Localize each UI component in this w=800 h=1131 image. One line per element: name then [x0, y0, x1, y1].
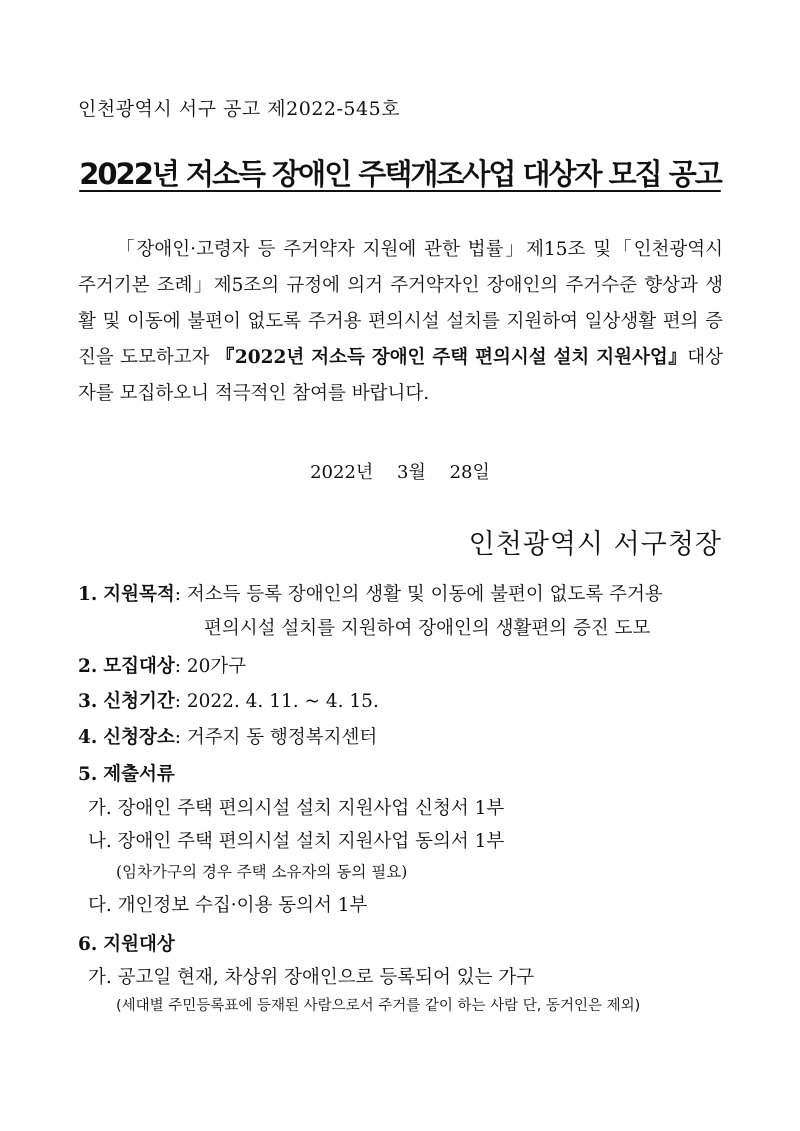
- document-sub-b: 나. 장애인 주택 편의시설 설치 지원사업 동의서 1부: [88, 831, 505, 852]
- item-label: 제출서류: [103, 764, 175, 785]
- notice-date: 2022년 3월 28일: [310, 462, 490, 483]
- eligibility-sub-a-note: (세대별 주민등록표에 등재된 사람으로서 주거를 같이 하는 사람 단, 동거인은 제외): [116, 998, 641, 1014]
- document-title: 2022년 저소득 장애인 주택개조사업 대상자 모집 공고: [79, 157, 721, 191]
- notice-number: 인천광역시 서구 공고 제2022-545호: [78, 98, 401, 120]
- eligibility-sub-a: 가. 공고일 현재, 차상위 장애인으로 등록되어 있는 가구: [88, 967, 535, 988]
- item-label: 신청장소: [103, 727, 175, 748]
- document-sub-a: 가. 장애인 주택 편의시설 설치 지원사업 신청서 1부: [88, 798, 505, 819]
- item-number: 6.: [78, 934, 98, 955]
- item-purpose-continuation: 편의시설 설치를 지원하여 장애인의 생활편의 증진 도모: [204, 618, 651, 639]
- document-sub-c: 다. 개인정보 수집·이용 동의서 1부: [88, 895, 368, 916]
- intro-paragraph: [78, 232, 723, 412]
- intro-text-part2: 대상자를 모집하오니 적극적인 참여를 바랍니다.: [78, 347, 724, 404]
- document-sub-b-note: (임차가구의 경우 주택 소유자의 동의 필요): [116, 863, 408, 881]
- item-place: [78, 723, 377, 749]
- item-eligibility: [78, 930, 175, 956]
- intro-text-part1: 「장애인·고령자 등 주거약자 지원에 관한 법률」제15조 및「인천광역시 주거기본 조례」제5조의 규정에 의거 주거약자인 장애인의 주거수준 향상과 생활 및 이동에 불편이 없도록 주거용 편의시설 설치를 지원하여 일상생활 편의 증진을 도모하고자: [78, 239, 723, 368]
- issuer-name: 인천광역시 서구청장: [468, 529, 722, 560]
- item-number: 5.: [78, 764, 98, 785]
- item-target: [78, 652, 246, 678]
- item-label: 모집대상: [103, 656, 175, 677]
- item-label: 지원목적: [103, 584, 175, 605]
- item-documents: [78, 760, 175, 786]
- item-value: : 2022. 4. 11. ~ 4. 15.: [174, 691, 379, 712]
- item-value: : 거주지 동 행정복지센터: [174, 727, 378, 748]
- item-number: 3.: [78, 691, 98, 712]
- item-period: [78, 687, 379, 713]
- intro-program-name: 『2022년 저소득 장애인 주택 편의시설 설치 지원사업』: [215, 347, 688, 368]
- item-number: 4.: [78, 727, 98, 748]
- item-label: 지원대상: [103, 934, 175, 955]
- item-label: 신청기간: [103, 691, 175, 712]
- item-number: 2.: [78, 656, 98, 677]
- item-value: : 저소득 등록 장애인의 생활 및 이동에 불편이 없도록 주거용: [174, 584, 663, 605]
- item-value: : 20가구: [174, 656, 247, 677]
- item-purpose: [78, 580, 663, 606]
- item-number: 1.: [78, 584, 98, 605]
